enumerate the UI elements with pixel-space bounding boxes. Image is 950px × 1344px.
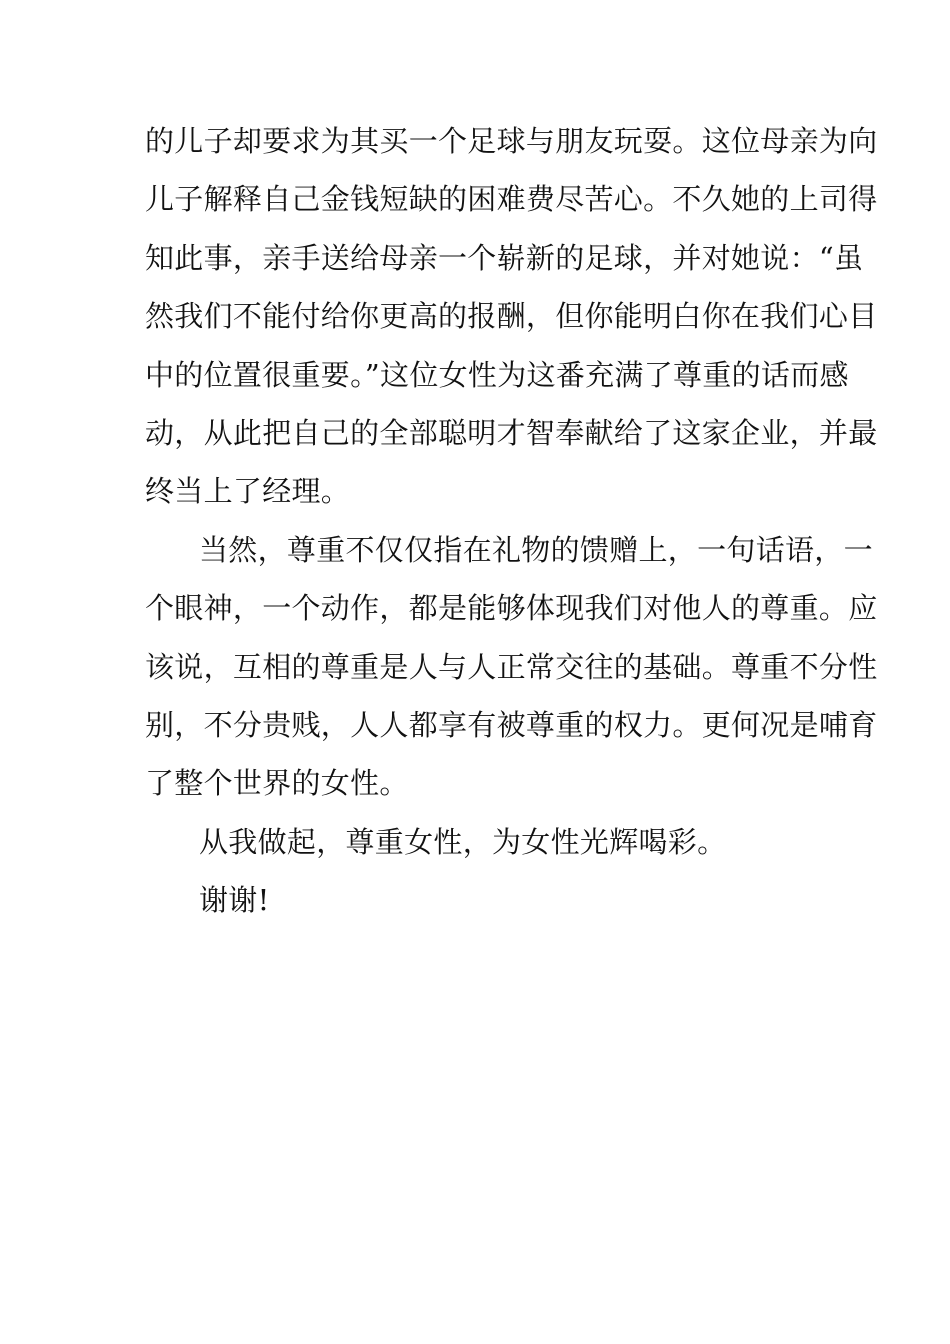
- paragraph: [145, 521, 878, 813]
- text-line: 中的位置很重要。”这位女性为这番充满了尊重的话而感: [145, 357, 849, 392]
- text-line: 了整个世界的女性。: [145, 766, 409, 801]
- closing-line: 谢谢!: [199, 883, 270, 918]
- text-line: 从我做起，尊重女性，为女性光辉喝彩。: [199, 824, 727, 859]
- document-body: [145, 112, 878, 929]
- paragraph: [145, 813, 805, 871]
- text-line: 儿子解释自己金钱短缺的困难费尽苦心。不久她的上司得: [145, 182, 878, 217]
- text-line: 终当上了经理。: [145, 474, 351, 509]
- text-line: 知此事，亲手送给母亲一个崭新的足球，并对她说：“虽: [145, 240, 864, 275]
- text-line: 然我们不能付给你更高的报酬，但你能明白你在我们心目: [145, 299, 878, 334]
- paragraph: [145, 871, 805, 929]
- text-line: 个眼神，一个动作，都是能够体现我们对他人的尊重。应: [145, 591, 878, 626]
- paragraph: [145, 112, 878, 521]
- text-line: 动，从此把自己的全部聪明才智奉献给了这家企业，并最: [145, 415, 878, 450]
- text-line: 别，不分贵贱，人人都享有被尊重的权力。更何况是哺育: [145, 707, 878, 742]
- text-line: 该说，互相的尊重是人与人正常交往的基础。尊重不分性: [145, 649, 878, 684]
- text-line: 的儿子却要求为其买一个足球与朋友玩耍。这位母亲为向: [145, 124, 878, 158]
- text-line: 当然，尊重不仅仅指在礼物的馈赠上，一句话语，一: [199, 532, 873, 567]
